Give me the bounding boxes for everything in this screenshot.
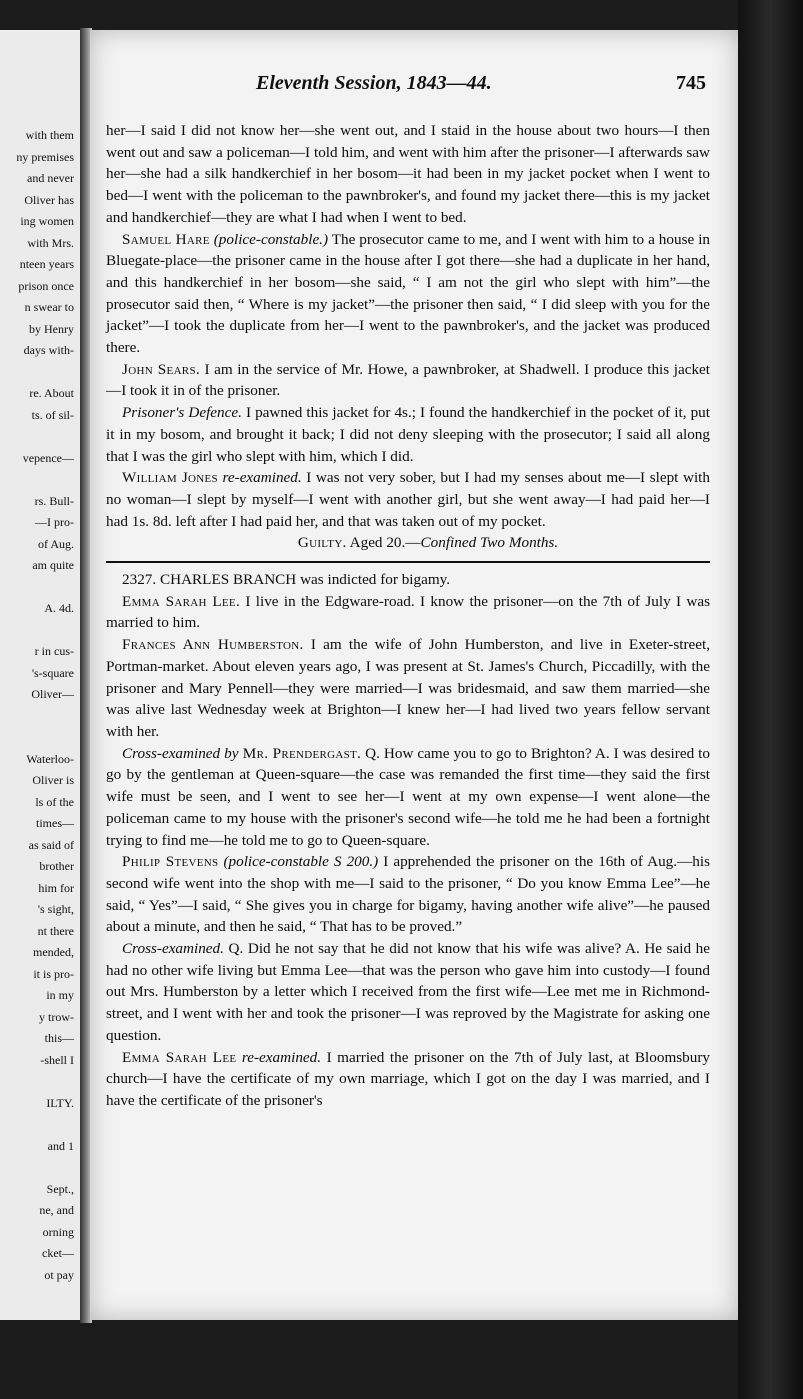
left-page-line: brother: [39, 859, 74, 873]
testimony-paragraph: Cross-examined by Mr. Prendergast. Q. How came you to go to Brighton? A. I was desired to go by the gentleman at Queen-square—the case was remanded the first time—they said the first wife must be seen, and I went to see her—I went at my own expense—I went alone—the policeman came to my house with the prisoner's second wife—he told me he had been a fortnight trying to find me—he told me to go to Queen-square.: [106, 744, 710, 849]
left-page-line: [0, 706, 76, 728]
left-page-line: —I pro-: [35, 515, 74, 529]
cross-exam-label: Cross-examined by: [122, 744, 239, 762]
left-page-line: ing women: [20, 214, 74, 228]
left-page-line: as said of: [28, 837, 74, 852]
witness-role: (police-constable S 200.): [223, 853, 379, 871]
left-page-line: rs. Bull-: [34, 493, 74, 508]
case-heading: 2327. CHARLES BRANCH was indicted for bigamy.: [122, 571, 451, 589]
left-page-line: A. 4d.: [44, 601, 74, 615]
left-page-line: 's-square: [31, 665, 74, 680]
left-page-line: prison once: [18, 278, 74, 293]
witness-role: re-examined.: [241, 1048, 322, 1066]
left-page-line: with them: [25, 128, 74, 142]
left-page-line: Oliver—: [31, 687, 74, 701]
left-page-line: nt there: [37, 923, 74, 938]
left-page-line: times—: [36, 816, 74, 830]
left-page-line: him for: [38, 880, 74, 895]
left-page-line: ls of the: [35, 794, 74, 809]
running-head: Eleventh Session, 1843—44.: [256, 72, 492, 94]
witness-role: re-examined.: [222, 469, 302, 487]
book-spine: [738, 0, 803, 1399]
left-page-line: and 1: [47, 1138, 74, 1153]
defence-label: Prisoner's Defence.: [122, 404, 242, 422]
page-body: [106, 120, 710, 1112]
counsel-name: Mr. Prendergast.: [238, 744, 362, 762]
left-page-line: mended,: [33, 945, 74, 959]
left-page-line: orning: [42, 1224, 74, 1239]
left-page-line: re. About: [29, 386, 74, 400]
left-page-line: ot pay: [44, 1267, 74, 1282]
left-page-line: [0, 1157, 76, 1179]
left-page-line: ny premises: [16, 149, 74, 164]
left-page-line: [0, 1071, 76, 1093]
left-page-line: y trow-: [39, 1009, 74, 1024]
testimony-paragraph: her—I said I did not know her—she went out, and I staid in the house about two hours—I then went out and saw a policeman—I told him, and went with him after the prisoner—I afterwards saw her—she had a silk handkerchief in her bosom—it had been in my jacket pocket when I went to bed—I went with the policeman to the pawnbroker's, and found my jacket there—this is my jacket and handkerchief—they are what I had when I went to bed.: [106, 122, 710, 226]
left-page-line: cket—: [42, 1246, 74, 1260]
left-page-line: by Henry: [29, 321, 74, 336]
witness-name: Emma Sarah Lee.: [122, 592, 241, 610]
left-page-line: of Aug.: [38, 536, 74, 551]
testimony-paragraph: Frances Ann Humberston. I am the wife of John Humberston, and live in Exeter-street, Portman-market. About eleven years ago, I was present at St. James's Church, Piccadilly, with the prisoner and Mary Pennell—they were married—I was bridesmaid, and saw them married—she was alive last Wednesday week at Brighton—I knew her—I had lived two years fellow servant with her.: [106, 636, 711, 740]
book-page: [90, 30, 738, 1320]
left-page-line: Sept.,: [46, 1181, 74, 1196]
testimony-paragraph: William Jones re-examined. I was not very sober, but I had my senses about me—I slept with no woman—I slept by myself—I went with another girl, but she went away—I had paid her—I had 1s. 8d. left after I had paid her, and that was taken out of my pocket.: [106, 469, 710, 530]
witness-name: Frances Ann Humberston.: [122, 636, 304, 654]
left-page-line: n swear to: [24, 300, 74, 314]
left-page-line: [0, 362, 76, 384]
left-page-line: Oliver has: [24, 192, 74, 207]
witness-name: John Sears.: [122, 360, 200, 378]
witness-role: (police-constable.): [213, 230, 329, 248]
left-page-line: am quite: [32, 558, 74, 572]
left-page-line: [0, 620, 76, 642]
defendant-name: CHARLES BRANCH: [159, 571, 297, 589]
testimony-paragraph: Emma Sarah Lee. I live in the Edgware-road. I know the prisoner—on the 7th of July I was married to him.: [106, 592, 710, 632]
witness-name: Emma Sarah Lee: [122, 1048, 237, 1066]
left-page-line: [0, 1114, 76, 1136]
left-page-line: [0, 469, 76, 491]
left-page-line: ts. of sil-: [31, 407, 74, 422]
left-page-line: r in cus-: [34, 644, 74, 658]
left-page-line: ne, and: [39, 1203, 74, 1217]
testimony-paragraph: Prisoner's Defence. I pawned this jacket for 4s.; I found the handkerchief in the pocket of it, put it in my bosom, and brought it back; I did not deny sleeping with the prosecutor; I said all along that I was the girl who slept with him, which I did.: [106, 404, 710, 465]
left-page-line: [0, 426, 76, 448]
testimony-paragraph: Emma Sarah Lee re-examined. I married the prisoner on the 7th of July last, at Bloomsbury church—I have the certificate of my own marriage, which I got on the day I was married, and I have the certificate of the prisoner's: [106, 1048, 711, 1109]
left-page-line: in my: [46, 988, 74, 1002]
witness-name: Philip Stevens: [122, 853, 219, 871]
left-page-line: -shell I: [40, 1052, 74, 1067]
witness-name: Samuel Hare: [122, 230, 210, 248]
left-page-line: it is pro-: [33, 966, 74, 981]
left-page-line: with Mrs.: [27, 235, 74, 250]
page-number: 745: [676, 72, 706, 94]
left-page-line: nteen years: [19, 257, 74, 271]
left-page-line: days with-: [23, 343, 74, 357]
left-page-edge: [0, 30, 83, 1320]
testimony-paragraph: Samuel Hare (police-constable.) The prosecutor came to me, and I went with him to a house in Bluegate-place—the prisoner came in the house after I got there—she had a duplicate in her hand, and this handkerchief in her bosom—she said, “ I am not the girl who slept with him”—the prosecutor said then, “ Where is my jacket”—the prisoner then said, “ I did sleep with you for the jacket”—I took the duplicate from her—I went to the pawnbroker's, and the jacket was produced there.: [106, 230, 711, 357]
testimony-paragraph: Philip Stevens (police-constable S 200.) I apprehended the prisoner on the 16th of Aug.—his second wife went into the shop with me—I said to the prisoner, “ Do you know Emma Lee”—he said, “ Yes”—I said, “ She gives you in charge for bigamy, having another wife alive”—he paused about a minute, and then he said, “ That has to be proved.”: [106, 853, 710, 936]
left-page-line: Waterloo-: [26, 751, 74, 766]
left-page-line: [0, 577, 76, 599]
left-page-line: and never: [27, 171, 74, 185]
left-page-text: [0, 125, 76, 1286]
testimony-paragraph: John Sears. I am in the service of Mr. Howe, a pawnbroker, at Shadwell. I produce this jacket—I took it in of the prisoner.: [106, 360, 711, 400]
verdict: Guilty. Aged 20.—Confined Two Months.: [297, 534, 559, 552]
left-page-line: ILTY.: [46, 1095, 74, 1110]
page-header: [106, 72, 706, 102]
left-page-line: Oliver is: [32, 773, 74, 787]
left-page-line: vepence—: [22, 450, 74, 465]
left-page-line: [0, 727, 76, 749]
witness-name: William Jones: [122, 469, 218, 487]
left-page-line: 's sight,: [37, 902, 74, 916]
cross-exam-label: Cross-examined.: [122, 940, 224, 958]
testimony-paragraph: Cross-examined. Q. Did he not say that he did not know that his wife was alive? A. He said he had no other wife living but Emma Lee—that was the person who gave him into custody—I found out Mrs. Humberston by a letter which I received from the first wife—Lee met me in Richmond-street, and I went with her and took the prisoner—I was reproved by the Magistrate for asking one question.: [106, 940, 710, 1044]
case-divider: [106, 561, 710, 563]
left-page-line: this—: [44, 1031, 74, 1045]
